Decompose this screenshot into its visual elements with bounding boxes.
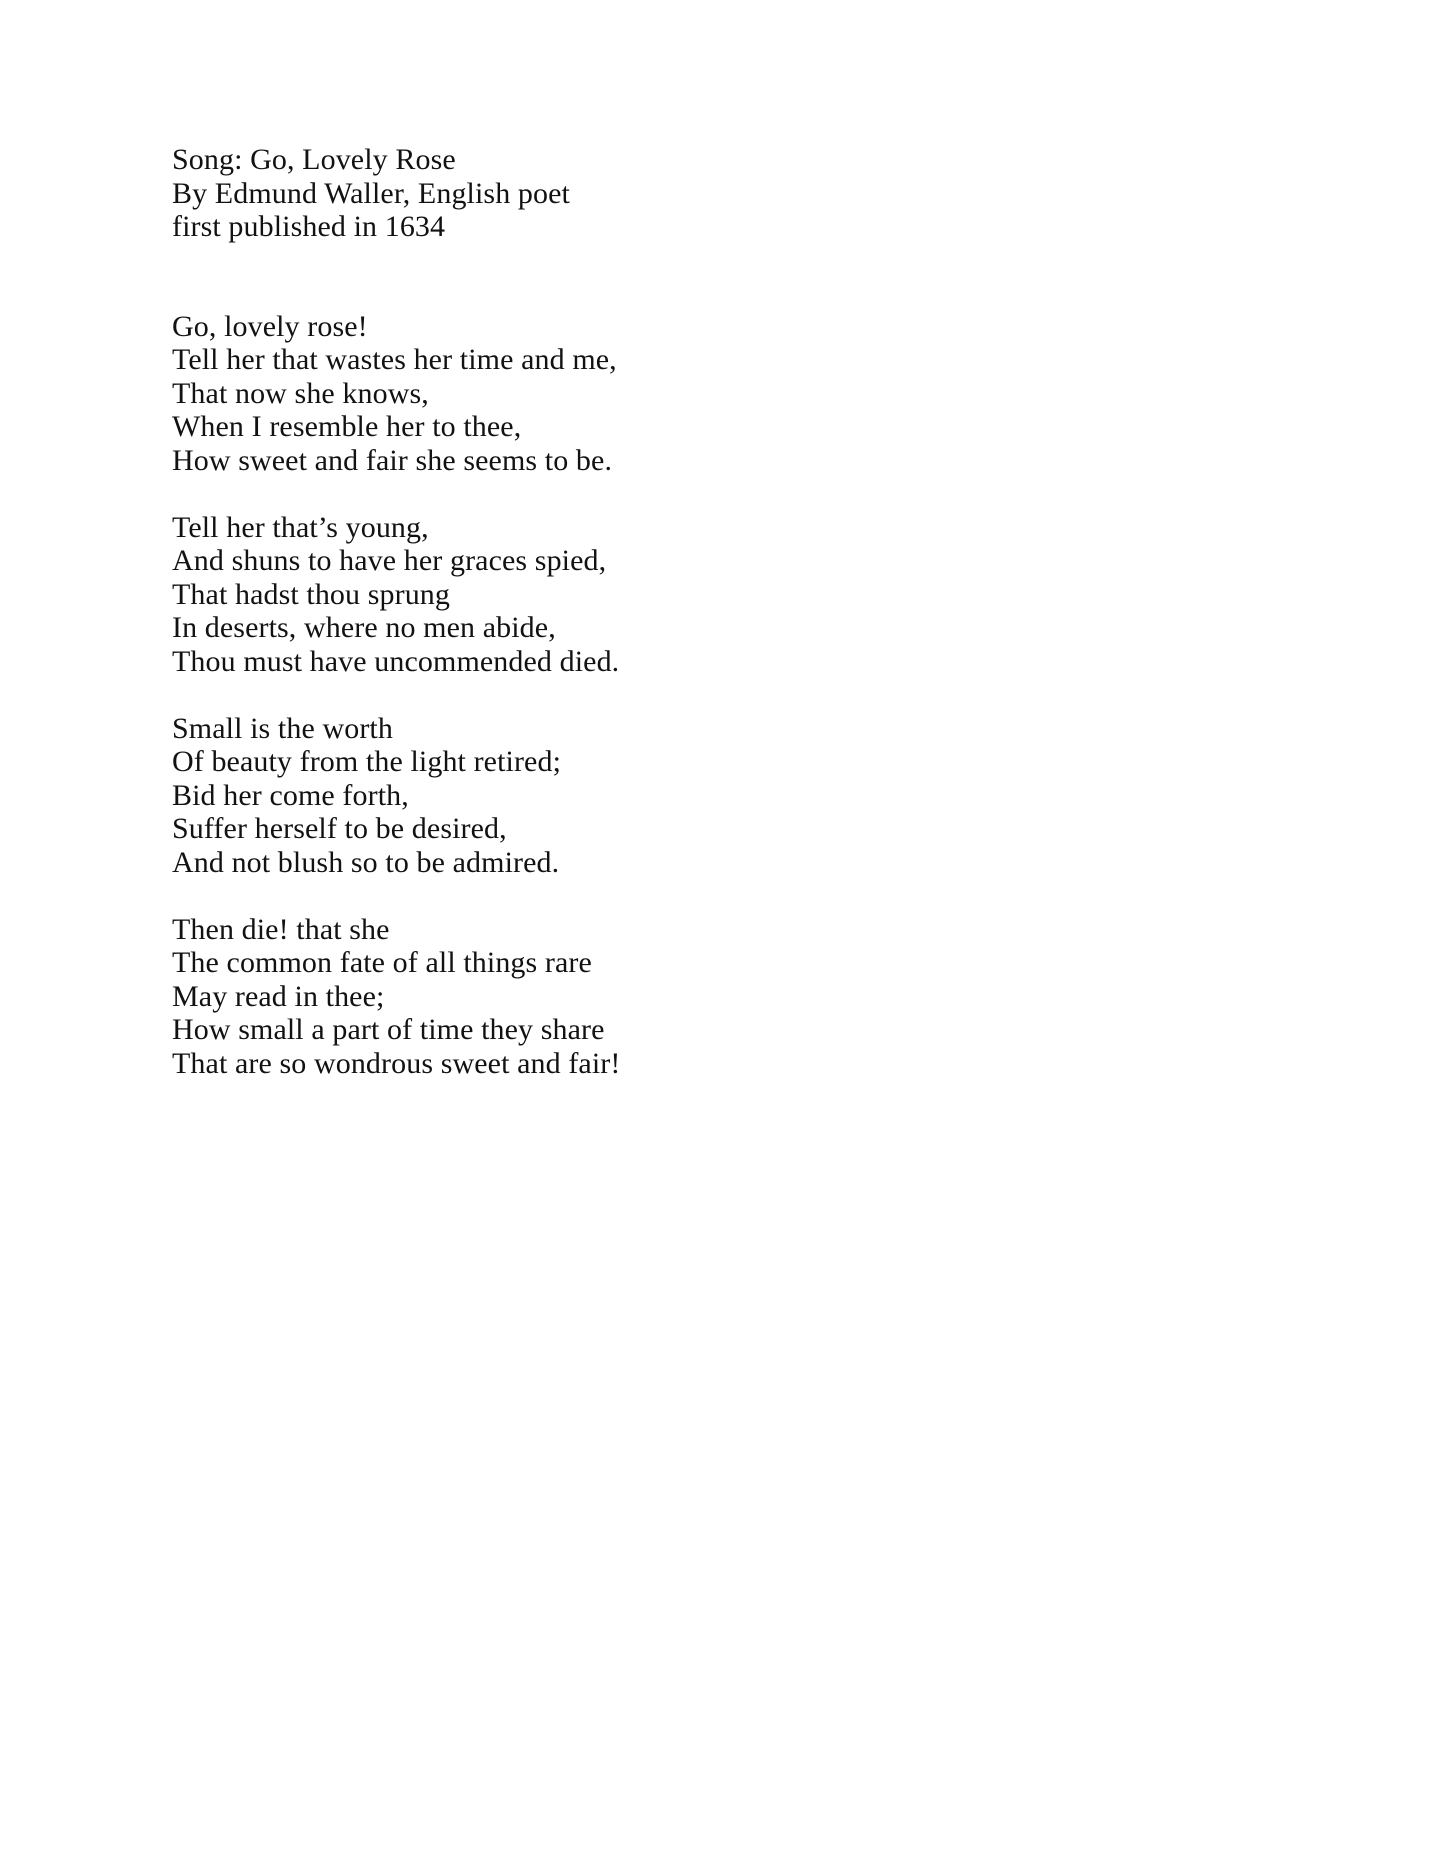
poem-line: Tell her that wastes her time and me, bbox=[172, 343, 617, 376]
poem-publication-info: first published in 1634 bbox=[172, 210, 446, 243]
stanza-3 bbox=[172, 712, 1272, 880]
poem-line: When I resemble her to thee, bbox=[172, 410, 522, 443]
poem-line: Then die! that she bbox=[172, 912, 390, 946]
stanza-1 bbox=[172, 310, 1272, 478]
stanza-2 bbox=[172, 511, 1272, 679]
stanza-4 bbox=[172, 913, 1272, 1081]
poem-line: And shuns to have her graces spied, bbox=[172, 544, 607, 577]
poem-author: By Edmund Waller, English poet bbox=[172, 176, 570, 210]
poem-line: Suffer herself to be desired, bbox=[172, 812, 507, 845]
poem-line: How small a part of time they share bbox=[172, 1013, 605, 1046]
poem-line: That hadst thou sprung bbox=[172, 577, 451, 611]
poem-line: And not blush so to be admired. bbox=[172, 845, 560, 879]
poem-body bbox=[172, 310, 1272, 1081]
page-title: Song: Go, Lovely Rose bbox=[172, 143, 456, 176]
poem-line: Go, lovely rose! bbox=[172, 309, 368, 343]
poem-line: Thou must have uncommended died. bbox=[172, 644, 620, 678]
poem-line: That now she knows, bbox=[172, 376, 429, 410]
poem-line: Small is the worth bbox=[172, 711, 393, 745]
poem-line: Bid her come forth, bbox=[172, 778, 409, 812]
document-content bbox=[172, 143, 1272, 1080]
poem-line: Tell her that’s young, bbox=[172, 510, 429, 544]
poem-header bbox=[172, 143, 1272, 244]
poem-line: The common fate of all things rare bbox=[172, 946, 592, 979]
poem-line: Of beauty from the light retired; bbox=[172, 745, 562, 778]
poem-line: In deserts, where no men abide, bbox=[172, 611, 556, 644]
poem-line: That are so wondrous sweet and fair! bbox=[172, 1046, 621, 1080]
poem-line: May read in thee; bbox=[172, 979, 385, 1013]
poem-line: How sweet and fair she seems to be. bbox=[172, 443, 613, 477]
